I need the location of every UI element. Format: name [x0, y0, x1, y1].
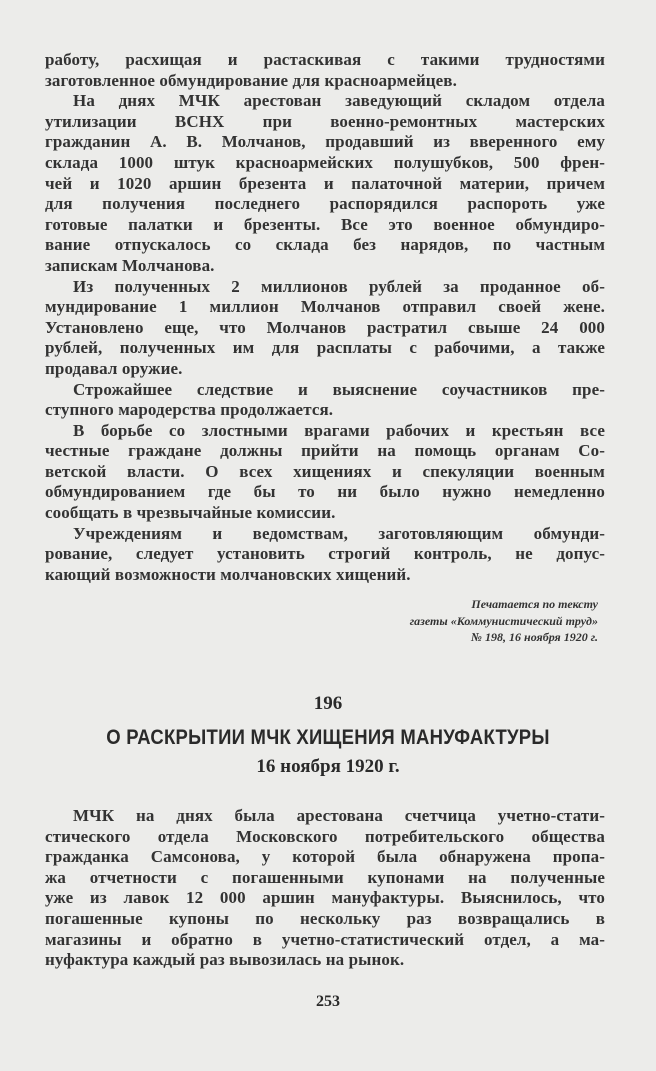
paragraph: [45, 91, 605, 276]
text-line: Строжайшее следствие и выяснение соучастников пре-: [73, 379, 605, 399]
paragraph: [45, 50, 605, 91]
text-line: склада 1000 штук красноармейских полушубков, 500 френ-: [45, 152, 605, 172]
text-line: На днях МЧК арестован заведующий складом отдела: [73, 91, 605, 111]
paragraph: [45, 421, 605, 524]
text-line: сообщать в чрезвычайные комиссии.: [45, 503, 336, 523]
text-line: нуфактура каждый раз вывозилась на рынок.: [45, 950, 405, 970]
text-line: стического отдела Московского потребительского общества: [45, 826, 605, 846]
text-line: уже из лавок 12 000 аршин мануфактуры. Выяснилось, что: [45, 888, 605, 908]
text-line: работу, расхищая и растаскивая с такими трудностями: [45, 50, 605, 69]
text-line: утилизации ВСНХ при военно-ремонтных мастерских: [45, 111, 605, 131]
text-line: рублей, полученных им для расплаты с рабочими, а также: [45, 338, 605, 358]
text-line: продавал оружие.: [45, 358, 183, 378]
text-line: МЧК на днях была арестована счетчица учетно-стати-: [73, 806, 605, 825]
text-line: мундирование 1 миллион Молчанов отправил своей жене.: [45, 297, 605, 317]
text-line: обмундированием где бы то ни было нужно немедленно: [45, 482, 605, 502]
text-line: гражданин А. В. Молчанов, продавший из вверенного ему: [45, 132, 605, 152]
text-line: магазины и обратно в учетно-статистический отдел, а ма-: [45, 929, 605, 949]
document-body: [45, 806, 605, 971]
text-line: жа отчетности с погашенными купонами на полученные: [45, 867, 605, 887]
page-number: 253: [316, 993, 340, 1010]
text-line: В борьбе со злостными врагами рабочих и крестьян все: [73, 420, 605, 440]
text-line: ступного мародерства продолжается.: [45, 400, 334, 420]
source-note-line: газеты «Коммунистический труд»: [409, 613, 598, 628]
text-line: вание отпускалось со склада без нарядов, по частным: [45, 235, 605, 255]
text-line: кающий возможности молчановских хищений.: [45, 564, 411, 584]
paragraph: [45, 524, 605, 586]
text-line: Установлено еще, что Молчанов растратил свыше 24 000: [45, 317, 605, 337]
text-line: заготовленное обмундирование для красноармейцев.: [45, 70, 457, 90]
paragraph: [45, 277, 605, 380]
source-note: [410, 596, 598, 646]
text-line: чей и 1020 аршин брезента и палаточной материи, причем: [45, 173, 605, 193]
text-line: гражданка Самсонова, у которой была обнаружена пропа-: [45, 847, 605, 867]
text-line: для получения последнего распорядился распороть уже: [45, 194, 605, 214]
source-note-line: Печатается по тексту: [471, 597, 598, 611]
source-note-line: № 198, 16 ноября 1920 г.: [471, 630, 598, 644]
document-number: 196: [313, 693, 343, 714]
document-title: О РАСКРЫТИИ МЧК ХИЩЕНИЯ МАНУФАКТУРЫ: [106, 725, 550, 749]
text-line: погашенные купоны по нескольку раз возвращались в: [45, 908, 605, 928]
text-line: запискам Молчанова.: [45, 255, 215, 275]
paragraph: [45, 806, 605, 971]
text-line: готовые палатки и брезенты. Все это военное обмундиро-: [45, 214, 605, 234]
article-body-continued: [45, 50, 605, 585]
document-date: 16 ноября 1920 г.: [256, 756, 400, 777]
text-line: честные граждане должны прийти на помощь органам Со-: [45, 441, 605, 461]
text-line: Учреждениям и ведомствам, заготовляющим обмунди-: [73, 523, 605, 543]
text-line: ветской власти. О всех хищениях и спекуляции военным: [45, 461, 605, 481]
text-line: Из полученных 2 миллионов рублей за проданное об-: [73, 276, 605, 296]
paragraph: [45, 380, 605, 421]
text-line: рование, следует установить строгий контроль, не допус-: [45, 544, 605, 564]
